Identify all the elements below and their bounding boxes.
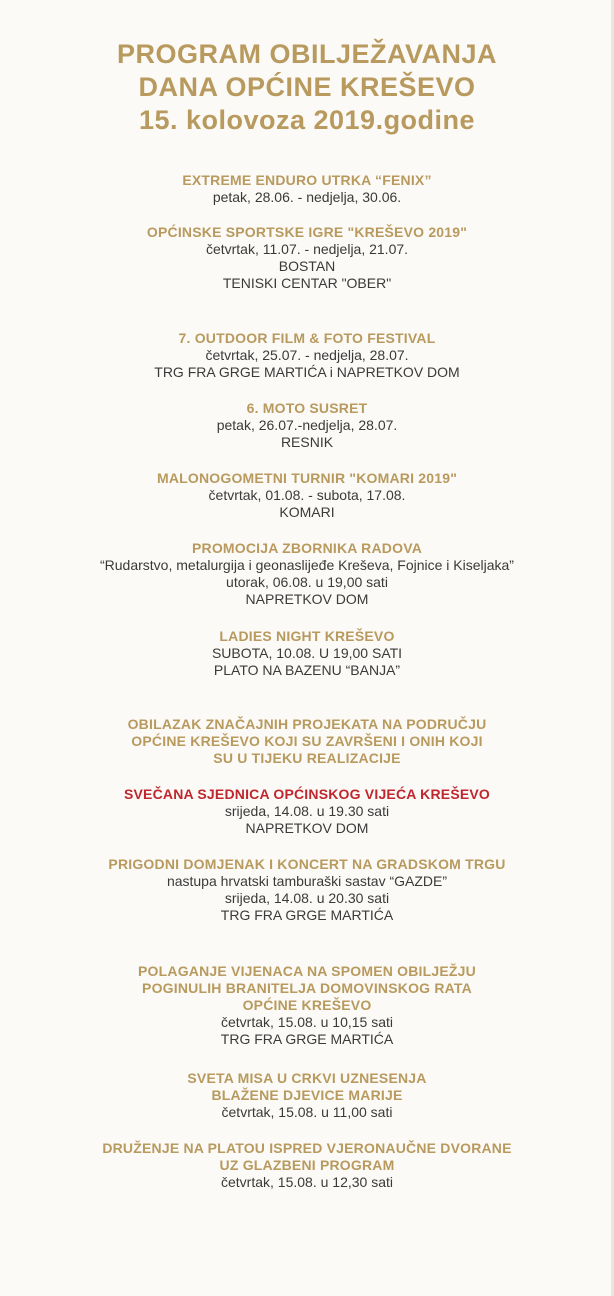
event-block xyxy=(0,856,614,924)
event-heading: OPĆINSKE SPORTSKE IGRE "KREŠEVO 2019" xyxy=(146,224,468,240)
event-heading: BLAŽENE DJEVICE MARIJE xyxy=(211,1087,403,1103)
event-block xyxy=(0,224,614,292)
event-detail: TRG FRA GRGE MARTIĆA i NAPRETKOV DOM xyxy=(154,364,460,380)
event-block xyxy=(0,330,614,381)
event-detail: četvrtak, 15.08. u 10,15 sati xyxy=(221,1014,393,1030)
event-detail: utorak, 06.08. u 19,00 sati xyxy=(226,574,388,590)
title-line-2: DANA OPĆINE KREŠEVO xyxy=(138,72,476,102)
event-heading: LADIES NIGHT KREŠEVO xyxy=(219,628,395,644)
event-heading: MALONOGOMETNI TURNIR "KOMARI 2019" xyxy=(156,470,458,486)
event-heading: UZ GLAZBENI PROGRAM xyxy=(219,1157,395,1173)
event-detail: TRG FRA GRGE MARTIĆA xyxy=(220,1031,394,1047)
event-heading: POLAGANJE VIJENACA NA SPOMEN OBILJEŽJU xyxy=(138,963,476,979)
event-block xyxy=(0,628,614,679)
event-block xyxy=(0,786,614,837)
event-detail: TRG FRA GRGE MARTIĆA xyxy=(220,907,394,923)
event-detail: nastupa hrvatski tamburaški sastav “GAZDE” xyxy=(166,873,448,889)
event-heading: OPĆINE KREŠEVO KOJI SU ZAVRŠENI I ONIH KOJI xyxy=(131,733,483,749)
event-block xyxy=(0,1140,614,1191)
title-line-1: PROGRAM OBILJEŽAVANJA xyxy=(116,39,498,69)
event-block xyxy=(0,716,614,767)
event-block xyxy=(0,172,614,206)
event-heading: 7. OUTDOOR FILM & FOTO FESTIVAL xyxy=(178,330,436,346)
event-detail: četvrtak, 15.08. u 12,30 sati xyxy=(221,1174,393,1190)
title-line-3: 15. kolovoza 2019.godine xyxy=(138,105,476,135)
event-heading: POGINULIH BRANITELJA DOMOVINSKOG RATA xyxy=(142,980,472,996)
event-detail: petak, 26.07.-nedjelja, 28.07. xyxy=(216,417,398,433)
event-detail: srijeda, 14.08. u 20.30 sati xyxy=(224,890,390,906)
event-block xyxy=(0,470,614,521)
event-block xyxy=(0,963,614,1048)
event-detail: četvrtak, 11.07. - nedjelja, 21.07. xyxy=(205,241,409,257)
event-detail: petak, 28.06. - nedjelja, 30.06. xyxy=(212,189,402,205)
event-detail: NAPRETKOV DOM xyxy=(245,820,369,836)
event-heading: SU U TIJEKU REALIZACIJE xyxy=(213,750,401,766)
event-heading: PROMOCIJA ZBORNIKA RADOVA xyxy=(191,540,423,556)
event-detail: KOMARI xyxy=(279,504,335,520)
event-heading: PRIGODNI DOMJENAK I KONCERT NA GRADSKOM TRGU xyxy=(108,856,506,872)
event-detail: srijeda, 14.08. u 19.30 sati xyxy=(224,803,390,819)
event-detail: četvrtak, 01.08. - subota, 17.08. xyxy=(208,487,406,503)
event-heading: DRUŽENJE NA PLATOU ISPRED VJERONAUČNE DVORANE xyxy=(102,1140,512,1156)
event-block xyxy=(0,400,614,451)
event-detail: RESNIK xyxy=(280,434,334,450)
event-heading: 6. MOTO SUSRET xyxy=(246,400,368,416)
event-heading: SVEČANA SJEDNICA OPĆINSKOG VIJEĆA KREŠEVO xyxy=(123,786,491,802)
event-heading: OBILAZAK ZNAČAJNIH PROJEKATA NA PODRUČJU xyxy=(127,716,487,732)
event-block xyxy=(0,540,614,608)
event-heading: OPĆINE KREŠEVO xyxy=(242,997,372,1013)
event-heading: SVETA MISA U CRKVI UZNESENJA xyxy=(187,1070,427,1086)
event-detail: BOSTAN xyxy=(278,258,336,274)
event-detail: NAPRETKOV DOM xyxy=(245,591,369,607)
event-detail: četvrtak, 15.08. u 11,00 sati xyxy=(221,1104,393,1120)
event-heading: EXTREME ENDURO UTRKA “FENIX” xyxy=(182,172,432,188)
event-detail: PLATO NA BAZENU “BANJA” xyxy=(213,662,401,678)
event-detail: četvrtak, 25.07. - nedjelja, 28.07. xyxy=(205,347,409,363)
event-detail: “Rudarstvo, metalurgija i geonaslijeđe Kreševa, Fojnice i Kiseljaka” xyxy=(100,557,514,573)
event-block xyxy=(0,1070,614,1121)
event-detail: SUBOTA, 10.08. U 19,00 SATI xyxy=(211,645,403,661)
event-detail: TENISKI CENTAR "OBER" xyxy=(222,275,392,291)
